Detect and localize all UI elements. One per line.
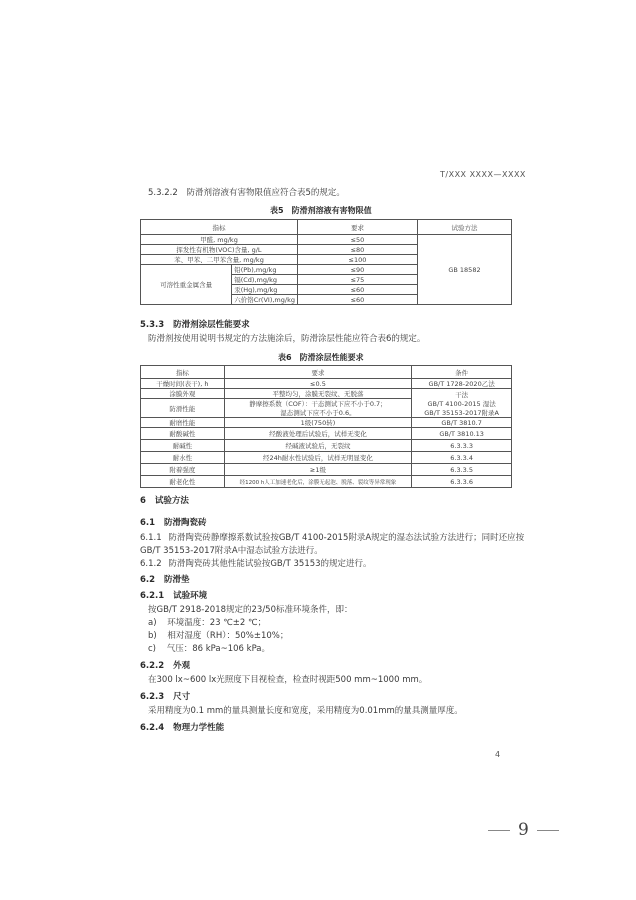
heading-6-1 xyxy=(140,516,207,528)
table6-caption: 表6 防滑涂层性能要求 xyxy=(278,353,364,362)
table-row xyxy=(141,464,512,476)
table-cell: 经碱液试验后，无裂纹 xyxy=(224,440,412,452)
table-cell: GB 18582 xyxy=(417,235,511,305)
heading-6-2-3 xyxy=(140,690,190,702)
heading-title: 防滑剂涂层性能要求 xyxy=(173,320,250,330)
table-cell: ≤50 xyxy=(297,235,417,245)
env-item-b xyxy=(148,630,288,643)
table-cell: 可溶性重金属含量 xyxy=(141,265,232,305)
table-header-cell: 指标 xyxy=(141,366,225,379)
table-cell: 镉(Cd),mg/kg xyxy=(232,275,298,285)
table-cell xyxy=(224,399,412,418)
heading-6 xyxy=(140,494,189,506)
table-cell: 汞(Hg),mg/kg xyxy=(232,285,298,295)
table-row xyxy=(141,418,512,428)
table-cell: 经酸液处理后试验后，试样无变化 xyxy=(224,428,412,440)
table-row xyxy=(141,476,512,488)
table-cell xyxy=(412,389,512,418)
table-cell: 六价铬Cr(VI),mg/kg xyxy=(232,295,298,305)
table-header-cell: 要求 xyxy=(224,366,412,379)
table-row xyxy=(141,220,512,235)
list-text: 环境温度：23 ℃±2 ℃； xyxy=(167,618,267,628)
table-cell: 6.3.3.5 xyxy=(412,464,512,476)
heading-title: 防滑垫 xyxy=(164,575,190,585)
table-cell-line: GB/T 35153-2017附录A xyxy=(424,408,499,417)
list-text: 气压：86 kPa~106 kPa。 xyxy=(166,644,271,654)
clause-5-3-2-2 xyxy=(148,187,345,200)
table-header-cell: 要求 xyxy=(297,220,417,235)
heading-number: 6 xyxy=(140,496,146,506)
table-cell: ≤100 xyxy=(297,255,417,265)
table-cell: 耐酸碱性 xyxy=(141,428,225,440)
heading-title: 防滑陶瓷砖 xyxy=(164,518,207,528)
heading-title: 外观 xyxy=(173,661,191,671)
table-cell: 6.3.3.4 xyxy=(412,452,512,464)
table-cell: ≤80 xyxy=(297,245,417,255)
clause-5-3-3-text: 防滑剂按使用说明书规定的方法施涂后，防滑涂层性能应符合表6的规定。 xyxy=(148,334,426,344)
page-footer xyxy=(480,820,567,840)
table-cell: 1级(750转) xyxy=(224,418,412,428)
table-row xyxy=(141,389,512,399)
list-text: 相对湿度（RH）：50%±10%； xyxy=(167,631,289,641)
heading-title: 物理力学性能 xyxy=(173,723,225,733)
table-row xyxy=(141,235,512,245)
footer-dash-left xyxy=(488,830,510,831)
table-cell: ≤90 xyxy=(297,265,417,275)
heading-number: 6.2.3 xyxy=(140,692,165,702)
table-cell: ≤75 xyxy=(297,275,417,285)
clause-6-1-1 xyxy=(140,532,524,545)
table-cell: 耐磨性能 xyxy=(141,418,225,428)
table-cell: 6.3.3.3 xyxy=(412,440,512,452)
clause-6-1-2 xyxy=(140,558,372,571)
clause-text: 防滑剂溶液有害物限值应符合表5的规定。 xyxy=(186,188,345,198)
table-cell: 经1200 h人工加速老化后，涂膜无起泡、脱落、裂纹等异常现象 xyxy=(224,476,412,488)
table-row xyxy=(141,366,512,379)
heading-title: 尺寸 xyxy=(173,692,191,702)
table-header-cell: 条件 xyxy=(412,366,512,379)
footer-dash-right xyxy=(537,830,559,831)
table-cell-line: 干法 xyxy=(455,390,469,399)
table-cell: 6.3.3.6 xyxy=(412,476,512,488)
heading-number: 6.1 xyxy=(140,518,156,528)
env-item-c xyxy=(148,643,270,656)
table5 xyxy=(140,219,512,305)
env-intro: 按GB/T 2918-2018规定的23/50标准环境条件，即： xyxy=(148,605,353,615)
table-cell: 干燥时间(表干), h xyxy=(141,379,225,389)
heading-5-3-3 xyxy=(140,318,250,330)
table-cell-line: GB/T 4100-2015 湿法 xyxy=(427,399,496,408)
table-row xyxy=(141,452,512,464)
table-row xyxy=(141,440,512,452)
heading-number: 6.2.2 xyxy=(140,661,165,671)
clause-text: 防滑陶瓷砖其他性能试验按GB/T 35153的规定进行。 xyxy=(168,559,372,569)
table-cell: 平整均匀，涂膜无裂纹、无脱落 xyxy=(224,389,412,399)
table-cell: 甲醛, mg/kg xyxy=(141,235,298,245)
clause-6-2-3-text: 采用精度为0.1 mm的量具测量长度和宽度，采用精度为0.01mm的量具测量厚度。 xyxy=(148,706,463,716)
table-row xyxy=(141,379,512,389)
heading-number: 6.2.1 xyxy=(140,591,165,601)
heading-number: 6.2.4 xyxy=(140,723,165,733)
table-cell: 铅(Pb),mg/kg xyxy=(232,265,298,275)
table-cell: ≥1级 xyxy=(224,464,412,476)
clause-number: 6.1.2 xyxy=(140,559,162,569)
table-cell: 耐碱性 xyxy=(141,440,225,452)
heading-number: 6.2 xyxy=(140,575,156,585)
heading-title: 试验方法 xyxy=(154,496,189,506)
table-cell: 附着强度 xyxy=(141,464,225,476)
env-item-a xyxy=(148,617,266,630)
table-cell-line: 静摩擦系数（COF）：干态测试下应不小于0.7； xyxy=(249,400,387,408)
table-cell: 涂膜外观 xyxy=(141,389,225,399)
table5-caption: 表5 防滑剂溶液有害物限值 xyxy=(270,206,372,215)
heading-title: 试验环境 xyxy=(173,591,208,601)
heading-6-2-1 xyxy=(140,589,207,601)
table-cell: ≤0.5 xyxy=(224,379,412,389)
table-cell: ≤60 xyxy=(297,285,417,295)
table-header-cell: 指标 xyxy=(141,220,298,235)
heading-6-2-2 xyxy=(140,659,190,671)
page-number-small: 4 xyxy=(495,750,501,759)
clause-number: 5.3.2.2 xyxy=(148,188,178,198)
footer-page-number: 9 xyxy=(518,820,529,840)
table-cell: 苯、甲苯、二甲苯含量, mg/kg xyxy=(141,255,298,265)
table-cell: 经24h耐水性试验后，试样无明显变化 xyxy=(224,452,412,464)
heading-6-2 xyxy=(140,573,190,585)
table-cell: GB/T 3810.7 xyxy=(412,418,512,428)
table-cell: ≤60 xyxy=(297,295,417,305)
clause-6-2-2-text: 在300 lx~600 lx光照度下目视检查，检查时视距500 mm~1000 mm。 xyxy=(148,675,428,685)
list-marker: b) xyxy=(148,631,157,641)
standard-code: T/XXX XXXX—XXXX xyxy=(440,170,526,179)
heading-6-2-4 xyxy=(140,721,224,733)
table-cell: 防滑性能 xyxy=(141,399,225,418)
clause-text: 防滑陶瓷砖静摩擦系数试验按GB/T 4100-2015附录A规定的湿态法试验方法进行；同时还应按 xyxy=(168,533,525,543)
clause-6-1-1-cont: GB/T 35153-2017附录A中湿态试验方法进行。 xyxy=(140,546,323,556)
table-cell: 耐水性 xyxy=(141,452,225,464)
list-marker: a) xyxy=(148,618,157,628)
table-row xyxy=(141,428,512,440)
table-header-cell: 试验方法 xyxy=(417,220,511,235)
table-cell: GB/T 3810.13 xyxy=(412,428,512,440)
clause-number: 6.1.1 xyxy=(140,533,162,543)
table-cell-line: 湿态测试下应不小于0.6。 xyxy=(280,409,356,417)
heading-number: 5.3.3 xyxy=(140,320,165,330)
table-cell: 挥发性有机物(VOC)含量, g/L xyxy=(141,245,298,255)
table-cell: GB/T 1728-2020乙法 xyxy=(412,379,512,389)
table6 xyxy=(140,365,512,488)
table-cell: 耐老化性 xyxy=(141,476,225,488)
list-marker: c) xyxy=(148,644,156,654)
